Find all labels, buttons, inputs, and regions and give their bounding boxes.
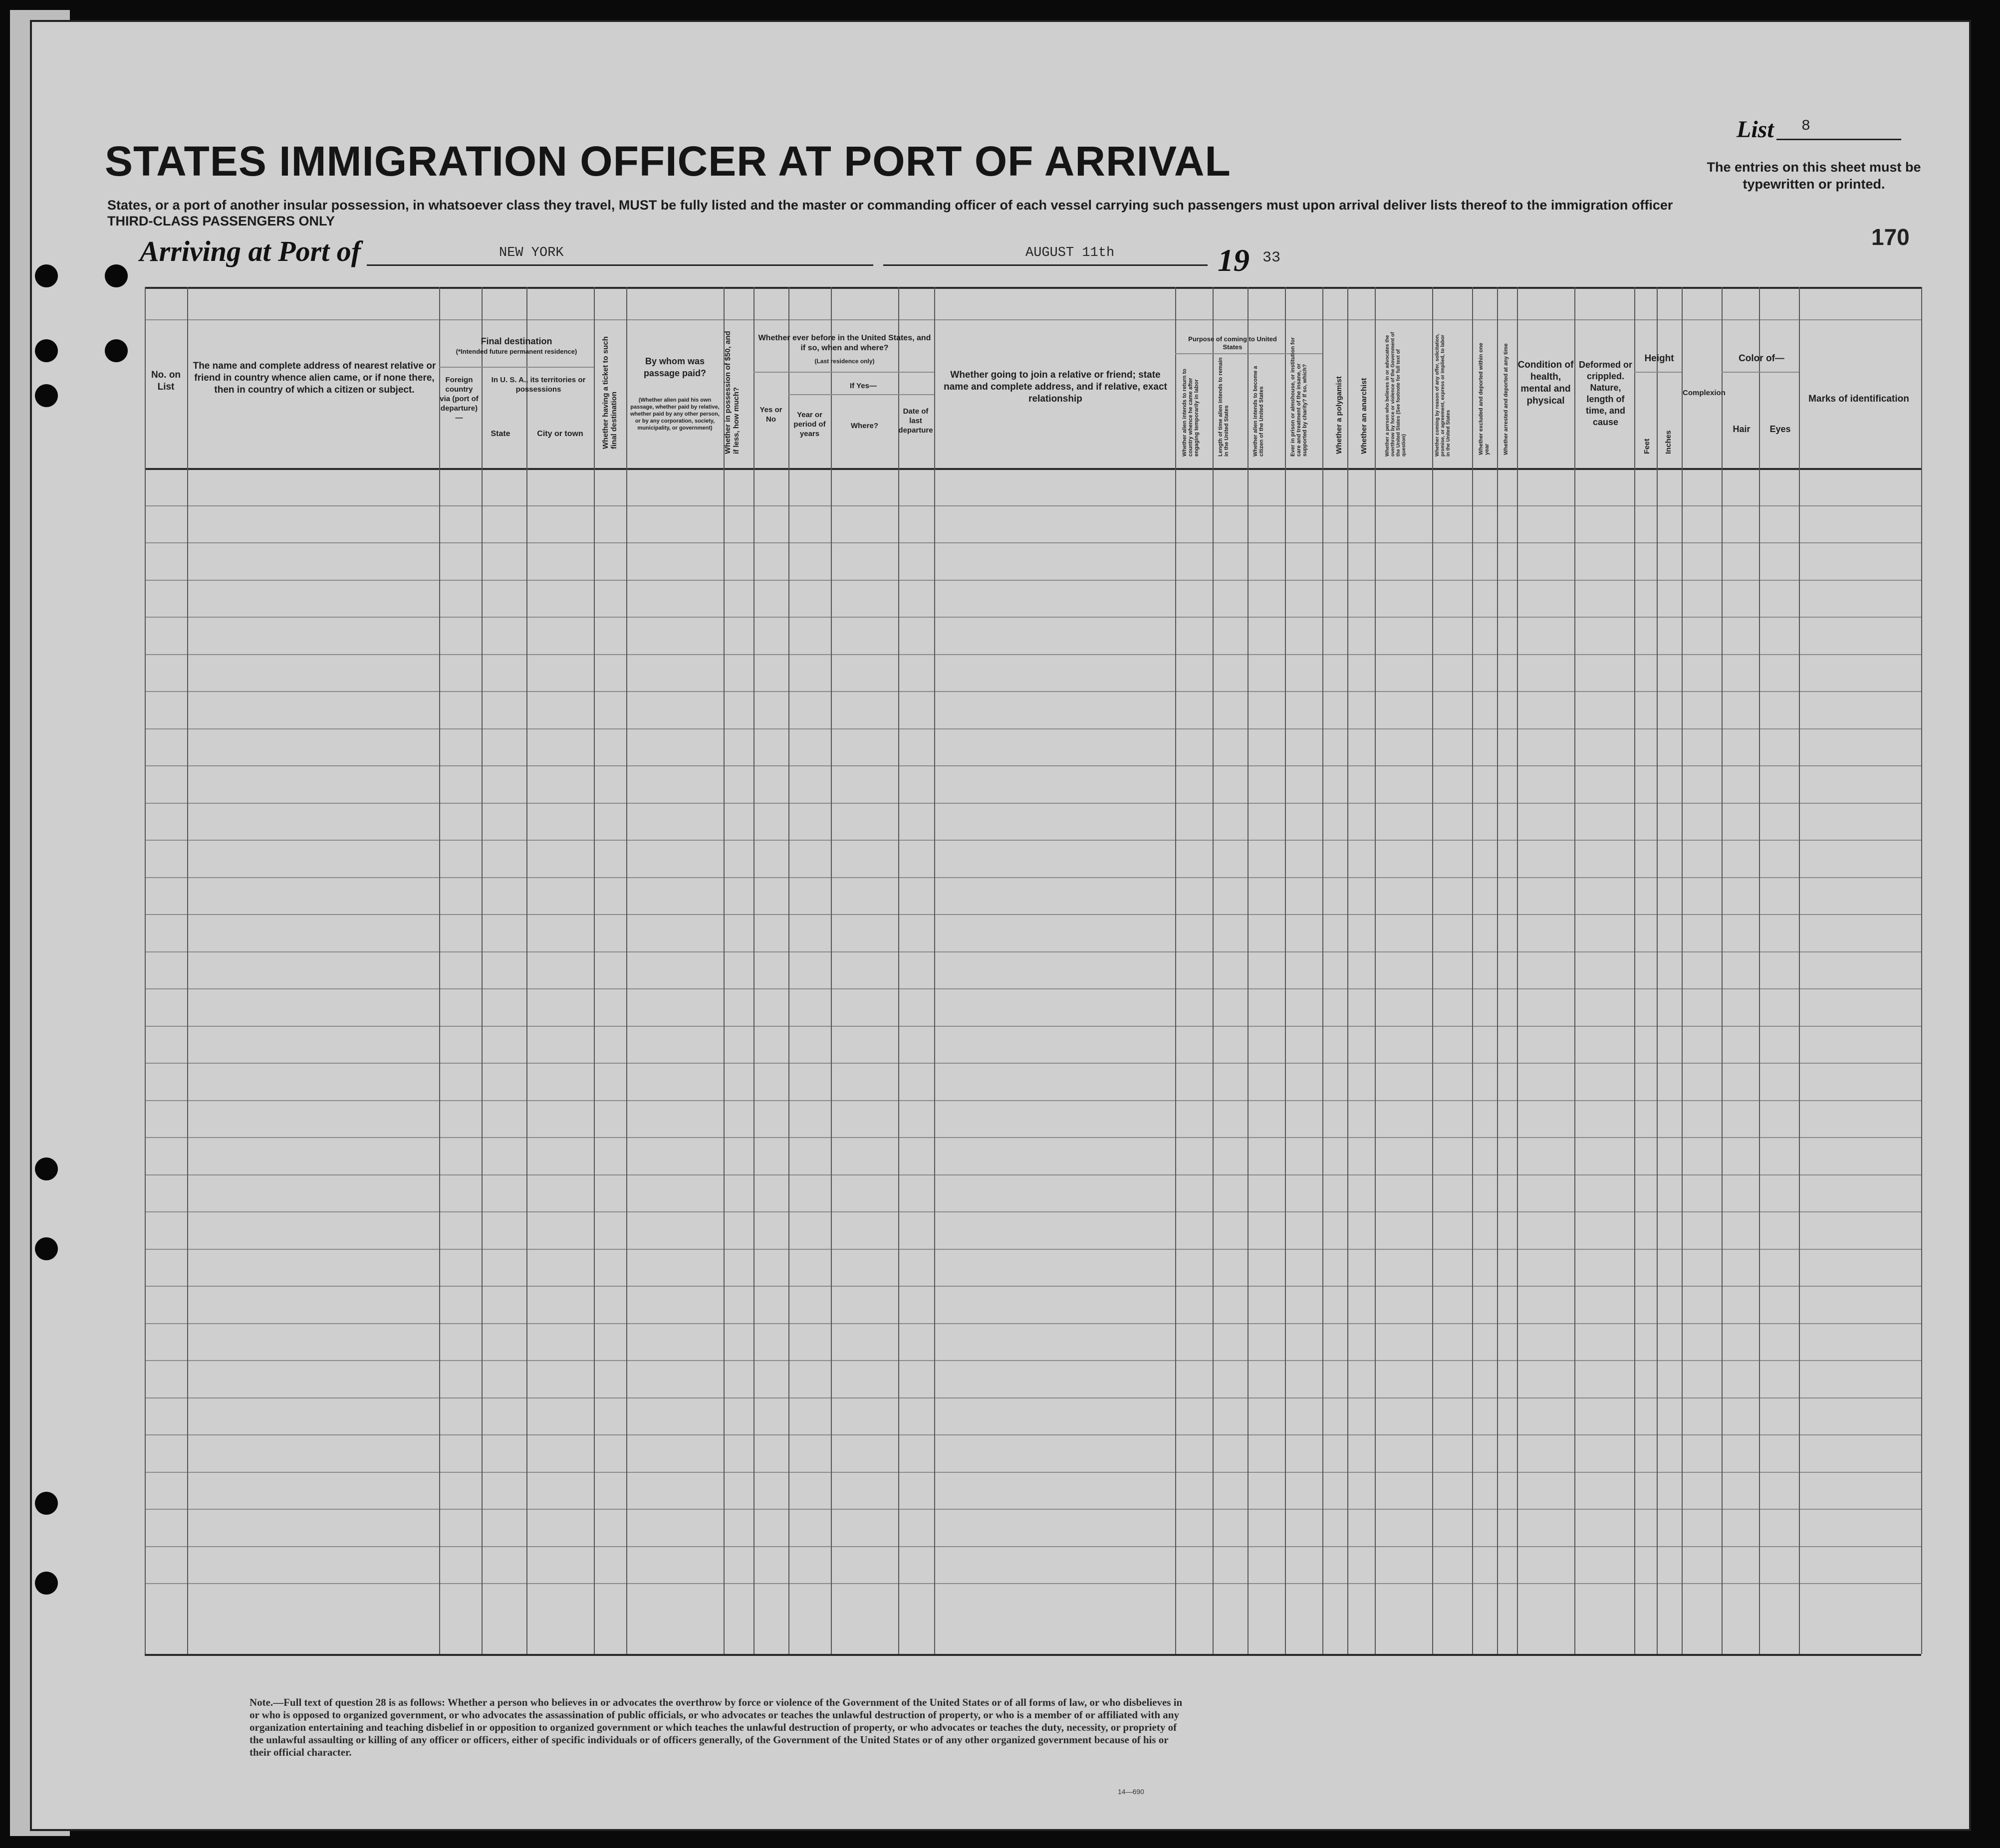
column-rule (1517, 287, 1518, 1654)
column-rule (1921, 287, 1922, 1654)
row-rule (145, 951, 1921, 952)
header-eyes: Eyes (1769, 424, 1791, 434)
column-rule (1175, 287, 1176, 1654)
header-marks: Marks of identification (1808, 394, 1909, 404)
port-value: NEW YORK (499, 245, 564, 260)
header-purpose: Purpose of coming to United States (1188, 335, 1277, 351)
header-purpose-citizen: Whether alien intends to become a citizen of the United States (1252, 366, 1264, 457)
column-rule (1759, 287, 1760, 1654)
header-final-destination-sub: (*Intended future permanent residence) (456, 348, 577, 355)
header-possession-50: Whether in possession of $50, and if less, how much? (724, 331, 741, 454)
year-prefix: 19 (1218, 242, 1250, 278)
typewritten-note: The entries on this sheet must be typewritten or printed. (1707, 160, 1921, 192)
arriving-label: Arriving at Port of (140, 235, 361, 267)
header-c27: Whether an anarchist (1360, 378, 1368, 454)
row-rule (145, 1174, 1921, 1175)
punch-hole (35, 1237, 58, 1260)
row-rule (145, 877, 1921, 878)
row-rule (145, 1137, 1921, 1138)
page-number: 170 (1871, 224, 1910, 250)
header-purpose-return: Whether alien intends to return to country whence he came after engaging temporarily in labor (1182, 368, 1200, 457)
header-joining: Whether going to join a relative or friend; state name and complete address, and if relative, exact relationship (944, 370, 1167, 404)
header-ever-in-us: Whether ever before in the United States, and if so, when and where? (758, 334, 931, 352)
subheader-rule (753, 372, 934, 373)
column-rule (724, 287, 725, 1654)
row-rule (145, 505, 1921, 506)
row-rule (145, 1323, 1921, 1324)
row-rule (145, 1211, 1921, 1212)
punch-hole (105, 339, 128, 362)
header-city: City or town (537, 430, 583, 438)
table-top-rule (145, 287, 1921, 289)
header-color-of: Color of— (1739, 353, 1784, 364)
port-underline (367, 264, 873, 266)
header-if-yes: If Yes— (850, 382, 877, 390)
header-passage-paid-sub: (Whether alien paid his own passage, whether paid by relative, whether paid by any other person, or by any corporation, society, municipality, or government) (630, 397, 720, 431)
table-bottom-rule (145, 1654, 1921, 1656)
column-rule (626, 287, 627, 1654)
column-rule (1248, 287, 1249, 1654)
column-rule (1213, 287, 1214, 1654)
punch-hole (35, 1492, 58, 1515)
header-feet: Feet (1643, 439, 1651, 454)
punch-hole (35, 264, 58, 287)
footnote: Note.—Full text of question 28 is as follows: Whether a person who believes in or advocates the overthrow by force or violence of the Government of the United States or of all forms of law, or who disbelieves in or who is opposed to organized government, or who advocates the assassination of public officials, or who advocates or teaches the unlawful destruction of property, or who is a member of or affiliated with any organization entertaining and teaching disbelief in or opposition to organized government or which teaches the unlawful destruction of property, or who advocates or teaches the duty, necessity, or propriety of the unlawful assaulting or killing of any officer or officers, either of specific individuals or of officers generally, of the Government of the United States or of any other organized government because of his or their official character. (250, 1696, 1183, 1758)
row-rule (145, 728, 1921, 729)
subheader-rule (1722, 372, 1799, 373)
header-c33: Deformed or crippled. Nature, length of time, and cause (1578, 360, 1632, 427)
header-height: Height (1644, 353, 1674, 364)
row-rule (145, 1360, 1921, 1361)
header-c31: Whether arrested and deported at any time (1503, 343, 1509, 455)
row-rule (145, 617, 1921, 618)
header-c28: Whether a person who believes in or advocates the overthrow by force or violence of the Government of the United States (See footnote for full text of question) (1385, 332, 1407, 457)
header-complexion: Complexion (1683, 389, 1726, 397)
header-year-period: Year or period of years (793, 411, 826, 438)
header-date-departure: Date of last departure (898, 407, 933, 435)
form-number: 14—690 (1118, 1788, 1144, 1796)
column-rule (187, 287, 188, 1654)
row-rule (145, 654, 1921, 655)
column-rule (788, 287, 789, 1654)
header-ever-in-us-sub: (Last residence only) (814, 358, 875, 365)
column-rule (1347, 287, 1348, 1654)
list-label: List (1737, 116, 1774, 143)
header-final-destination: Final destination (481, 336, 552, 346)
row-rule (145, 1026, 1921, 1027)
subheader-rule (788, 394, 934, 395)
header-no-on-list: No. on List (151, 370, 181, 392)
header-hair: Hair (1733, 424, 1750, 434)
list-number: 8 (1801, 118, 1811, 135)
column-rule (1432, 287, 1433, 1654)
row-rule (145, 1286, 1921, 1287)
page-title: STATES IMMIGRATION OFFICER AT PORT OF ARRIVAL (105, 138, 1231, 185)
column-rule (1322, 287, 1323, 1654)
column-rule (831, 287, 832, 1654)
column-rule (1497, 287, 1498, 1654)
column-number-rule (145, 319, 1921, 320)
punch-hole (35, 1572, 58, 1595)
header-purpose-length: Length of time alien intends to remain in the United States (1218, 357, 1230, 457)
column-rule (439, 287, 440, 1654)
header-ticket: Whether having a ticket to such final destination (601, 336, 618, 449)
column-rule (1682, 287, 1683, 1654)
header-c26: Whether a polygamist (1335, 376, 1343, 454)
column-rule (1722, 287, 1723, 1654)
column-rule (753, 287, 754, 1654)
column-rule (898, 287, 899, 1654)
row-rule (145, 1397, 1921, 1398)
row-rule (145, 1063, 1921, 1064)
row-rule (145, 1583, 1921, 1584)
header-relative-abroad: The name and complete address of nearest relative or friend in country whence alien came, or if none there, then in country of which a citizen or subject. (193, 361, 436, 395)
header-c25: Ever in prison or almshouse, or institution for care and treatment of the insane, or supported by charity? If so, which? (1290, 337, 1308, 457)
subheader-rule (1634, 372, 1682, 373)
column-rule (482, 287, 483, 1654)
row-rule (145, 542, 1921, 543)
row-rule (145, 1472, 1921, 1473)
header-inches: Inches (1664, 430, 1673, 454)
header-where: Where? (850, 422, 878, 430)
header-yes-no: Yes or No (759, 406, 782, 424)
column-rule (1574, 287, 1575, 1654)
column-rule (1657, 287, 1658, 1654)
column-rule (1634, 287, 1635, 1654)
column-rule (1472, 287, 1473, 1654)
punch-hole (105, 264, 128, 287)
header-c29: Whether coming by reason of any offer, solicitation, promise, or agreement, express or implied, to labor in the United States (1435, 333, 1451, 457)
row-rule (145, 803, 1921, 804)
manifest-sheet (30, 20, 1971, 1831)
column-rule (1799, 287, 1800, 1654)
row-rule (145, 765, 1921, 766)
row-rule (145, 914, 1921, 915)
header-state: State (491, 430, 510, 438)
punch-hole (35, 384, 58, 407)
passenger-class: THIRD-CLASS PASSENGERS ONLY (107, 214, 335, 229)
row-rule (145, 988, 1921, 989)
column-rule (526, 287, 527, 1654)
list-underline (1776, 139, 1901, 140)
date-value: AUGUST 11th (1025, 245, 1115, 260)
row-rule (145, 1509, 1921, 1510)
header-c32: Condition of health, mental and physical (1517, 360, 1574, 406)
header-bottom-rule (145, 468, 1921, 470)
row-rule (145, 840, 1921, 841)
column-rule (1375, 287, 1376, 1654)
punch-hole (35, 339, 58, 362)
year-suffix: 33 (1262, 249, 1281, 266)
header-in-usa: In U. S. A., its territories or possessions (491, 376, 586, 394)
row-rule (145, 1434, 1921, 1435)
subheader-rule (439, 367, 594, 368)
row-rule (145, 691, 1921, 692)
instructions-text: States, or a port of another insular possession, in whatsoever class they travel, MUST be fully listed and the master or commanding officer of each vessel carrying such passengers must upon arrival deliver lists thereof to the immigration officer (107, 198, 1673, 213)
column-rule (1285, 287, 1286, 1654)
header-foreign-country: Foreign country via (port of departure)— (440, 376, 479, 422)
row-rule (145, 1249, 1921, 1250)
column-rule (934, 287, 935, 1654)
punch-hole (35, 1157, 58, 1180)
row-rule (145, 1100, 1921, 1101)
row-rule (145, 580, 1921, 581)
row-rule (145, 1546, 1921, 1547)
header-passage-paid: By whom was passage paid? (643, 356, 707, 378)
header-c30: Whether excluded and deported within one year (1478, 343, 1490, 455)
column-rule (145, 287, 146, 1654)
date-underline (883, 264, 1208, 266)
column-rule (594, 287, 595, 1654)
